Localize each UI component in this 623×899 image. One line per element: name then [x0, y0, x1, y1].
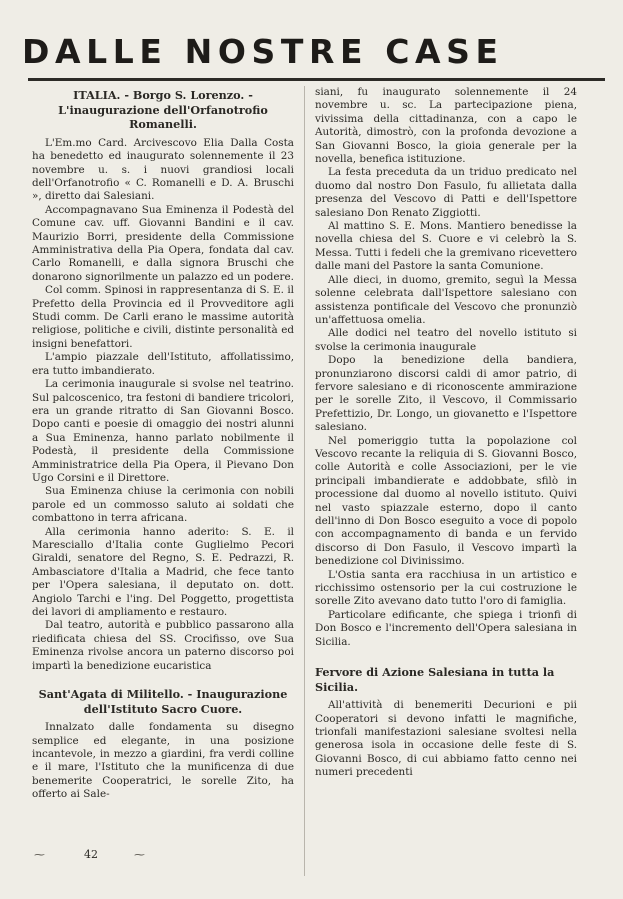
paragraph: Sua Eminenza chiuse la cerimonia con nobili parole ed un commosso saluto ai soldati che combattono in terra africana.: [32, 485, 294, 525]
paragraph: Alle dodici nel teatro del novello istituto si svolse la cerimonia inaugurale: [315, 327, 577, 353]
page-footer: [34, 848, 194, 864]
right-column: [315, 86, 577, 780]
article-heading-santagata: Sant'Agata di Militello. - Inaugurazione dell'Istituto Sacro Cuore.: [38, 687, 288, 716]
paragraph: L'Em.mo Card. Arcivescovo Elia Dalla Costa ha benedetto ed inaugurato solennemente il 23 novembre u. s. i nuovi grandiosi locali dell'Orfanotrofio « C. Romanelli e D. A. Bruschi », diretto dai Salesiani.: [32, 136, 294, 203]
paragraph: Col comm. Spinosi in rappresentanza di S. E. il Prefetto della Provincia ed il Provveditore agli Studi comm. De Carli erano le massime autorità religiose, politiche e civili, distinte personalità ed insigni benefattori.: [32, 284, 294, 350]
paragraph: La festa preceduta da un triduo predicato nel duomo dal nostro Don Fasulo, fu allietata dalla presenza del Vescovo di Patti e dell'Ispettore salesiano Don Renato Ziggiotti.: [315, 166, 577, 219]
column-divider: [304, 86, 305, 876]
left-column: [32, 86, 294, 802]
paragraph: Dopo la benedizione della bandiera, pronunziarono discorsi caldi di amor patrio, di fervore salesiano e di riconoscente ammirazione per le sorelle Zito, il Vescovo, il Commissario Prefettizio, Dr. Longo, un giovanetto e l'Ispettore salesiano.: [315, 354, 577, 434]
paragraph: L'Ostia santa era racchiusa in un artistico e ricchissimo ostensorio per la cui costruzione le sorelle Zito avevano dato tutto l'oro di famiglia.: [315, 568, 577, 608]
footer-ornament-left: ⁓: [34, 848, 45, 861]
footer-ornament-right: ⁓: [134, 848, 145, 861]
paragraph: Al mattino S. E. Mons. Mantiero benedisse la novella chiesa del S. Cuore e vi celebrò la S. Messa. Tutti i fedeli che la gremivano ricevettero dalle mani del Pastore la santa Comunione.: [315, 220, 577, 273]
paragraph: Dal teatro, autorità e pubblico passarono alla riedificata chiesa del SS. Crocifisso, ove Sua Eminenza rivolse ancora un paterno discorso poi impartì la benedizione eucaristica: [32, 619, 294, 672]
paragraph: Alla cerimonia hanno aderito: S. E. il Maresciallo d'Italia conte Guglielmo Pecori Giraldi, senatore del Regno, S. E. Pedrazzi, R. Ambasciatore d'Italia a Madrid, che fece tanto per l'Opera salesiana, il deputato on. dott. Angiolo Tarchi e l'ing. Del Poggetto, progettista dei lavori di ampliamento e restauro.: [32, 525, 294, 618]
page-masthead: DALLE NOSTRE CASE: [22, 32, 504, 71]
masthead-rule: [28, 78, 605, 81]
paragraph: Alle dieci, in duomo, gremito, seguì la Messa solenne celebrata dall'Ispettore salesiano con assistenza pontificale del Vescovo che pronunziò un'affettuosa omelia.: [315, 273, 577, 326]
paragraph: Particolare edificante, che spiega i trionfi di Don Bosco e l'incremento dell'Opera salesiana in Sicilia.: [315, 608, 577, 648]
paragraph: L'ampio piazzale dell'Istituto, affollatissimo, era tutto imbandierato.: [32, 351, 294, 377]
paragraph: All'attività di benemeriti Decurioni e pii Cooperatori si devono infatti le magnifiche, trionfali manifestazioni salesiane svoltesi nella generosa isola in occasione delle feste di S. Giovanni Bosco, di cui abbiamo fatto cenno nei numeri precedenti: [315, 699, 577, 779]
paragraph: Accompagnavano Sua Eminenza il Podestà del Comune cav. uff. Giovanni Bandini e il cav. Maurizio Borri, presidente della Commissione Amministrativa della Pia Opera, fondata dal cav. Carlo Romanelli, e dalla signora Bruschi che donarono signorilmente un palazzo ed un podere.: [32, 203, 294, 283]
paragraph: La cerimonia inaugurale si svolse nel teatrino. Sul palcoscenico, tra festoni di bandiere tricolori, era un grande ritratto di San Giovanni Bosco. Dopo canti e poesie di omaggio dei nostri alunni a Sua Eminenza, hanno parlato nobilmente il Podestà, il presidente della Commissione Amministratrice della Pia Opera, il Pievano Don Ugo Corsini e il Direttore.: [32, 378, 294, 484]
paragraph: Nel pomeriggio tutta la popolazione col Vescovo recante la reliquia di S. Giovanni Bosco, colle Autorità e colle Associazioni, per le vie principali imbandierate e addobbate, sfilò in processione dal duomo al novello istituto. Quivi nel vasto spiazzale esterno, dopo il canto dell'inno di Don Bosco eseguito a voce di popolo con accompagnamento di banda e un fervido discorso di Don Fasulo, il Vescovo impartì la benedizione col Divinissimo.: [315, 434, 577, 568]
paragraph: siani, fu inaugurato solennemente il 24 novembre u. sc. La partecipazione piena, vivissima della cittadinanza, con a capo le Autorità, dimostrò, con la profonda devozione a San Giovanni Bosco, la gioia generale per la novella, benefica istituzione.: [315, 86, 577, 166]
article-heading-sicilia: Fervore di Azione Salesiana in tutta la Sicilia.: [315, 665, 555, 694]
paragraph: Innalzato dalle fondamenta su disegno semplice ed elegante, in una posizione incantevole, in mezzo a giardini, fra verdi colline e il mare, l'Istituto che la munificenza di due benemerite Cooperatrici, le sorelle Zito, ha offerto ai Sale-: [32, 721, 294, 801]
article-heading-borgo: ITALIA. - Borgo S. Lorenzo. - L'inaugurazione dell'Orfanotrofio Romanelli.: [58, 88, 268, 132]
page-number: 42: [84, 848, 98, 861]
